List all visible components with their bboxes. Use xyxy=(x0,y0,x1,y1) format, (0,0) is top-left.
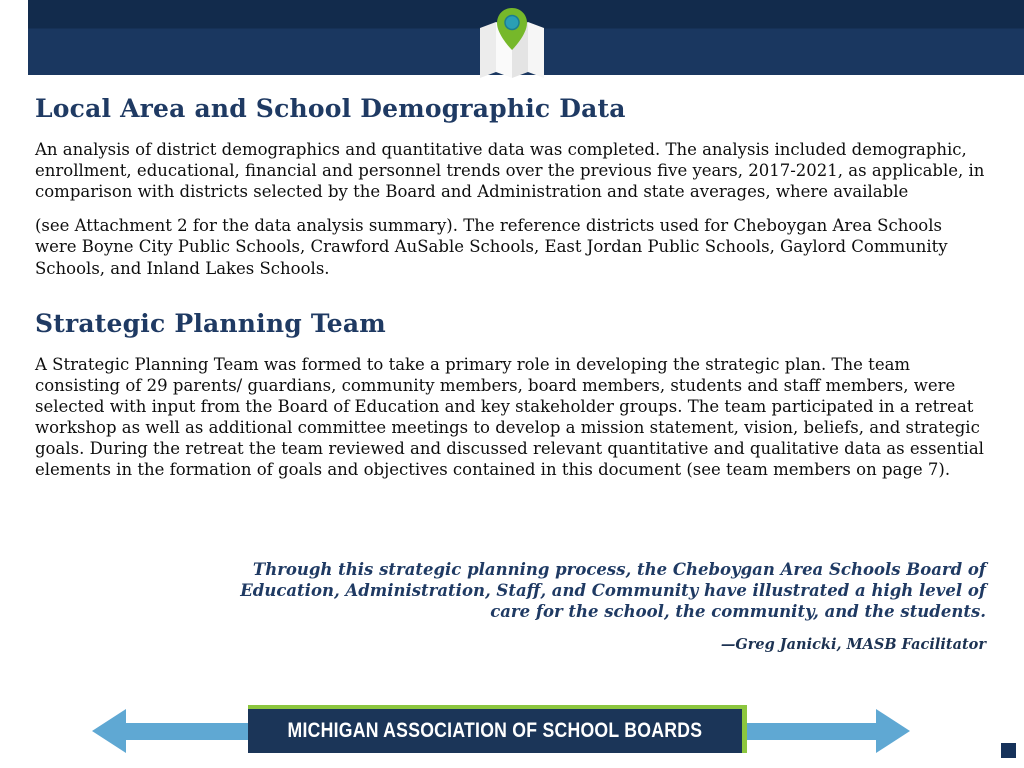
section-heading-strategic-planning-team: Strategic Planning Team xyxy=(35,308,386,338)
section-demographic-data xyxy=(35,94,987,279)
map-pin-icon xyxy=(467,6,557,86)
quote-text: Through this strategic planning process, the Cheboygan Area Schools Board of Education, Administration, Staff, and Community have illustrated a high level of care for the school, the community, and the students. xyxy=(240,560,986,621)
paragraph-analysis: An analysis of district demographics and quantitative data was completed. The analysis included demographic, enrollment, educational, financial and personnel trends over the previous five years, 2017-2021, as applicable, in comparison with districts selected by the Board and Administration and state averages, where available xyxy=(35,140,985,202)
masb-banner-label: MICHIGAN ASSOCIATION OF SCHOOL BOARDS xyxy=(287,719,703,742)
footer xyxy=(0,700,1024,762)
quote-attribution: —Greg Janicki, MASB Facilitator xyxy=(720,636,986,654)
section-strategic-planning-team xyxy=(35,309,987,481)
map-pin-icon-svg xyxy=(467,6,557,86)
quote-block xyxy=(236,560,986,653)
section-heading-demographic-data: Local Area and School Demographic Data xyxy=(35,94,626,123)
arrow-right-icon xyxy=(876,709,910,753)
corner-decoration xyxy=(1001,743,1016,758)
paragraph-reference-districts: (see Attachment 2 for the data analysis summary). The reference districts used for Cheboygan Area Schools were Boyne City Public Schools, Crawford AuSable Schools, East Jordan Public Schools, Gaylord Community Schools, and Inland Lakes Schools. xyxy=(35,216,948,278)
arrow-left-icon xyxy=(92,709,126,753)
main-content xyxy=(35,94,987,493)
paragraph-planning-team: A Strategic Planning Team was formed to take a primary role in developing the strategic plan. The team consisting of 29 parents/ guardians, community members, board members, students and staff members, were selected with input from the Board of Education and key stakeholder groups. The team participated in a retreat workshop as well as additional committee meetings to develop a mission statement, vision, beliefs, and strategic goals. During the retreat the team reviewed and discussed relevant quantitative and qualitative data as essential elements in the formation of goals and objectives contained in this document (see team members on page 7). xyxy=(35,354,984,480)
masb-banner xyxy=(248,705,747,753)
